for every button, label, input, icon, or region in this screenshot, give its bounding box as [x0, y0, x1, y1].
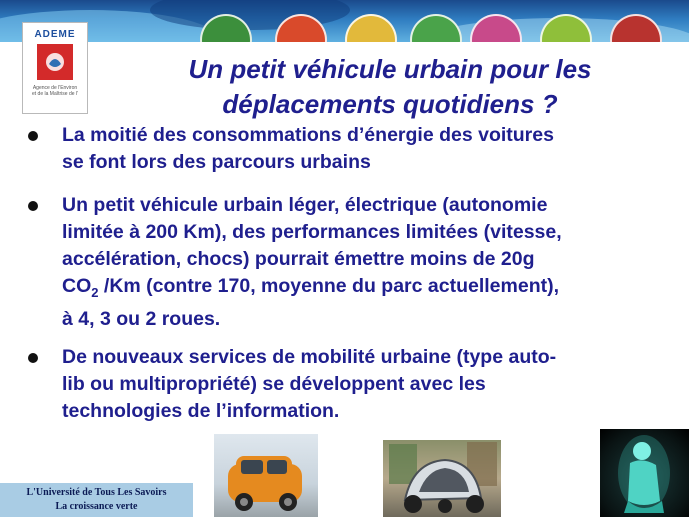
orange-car-photo [214, 434, 318, 517]
bullet-item: De nouveaux services de mobilité urbaine (type auto- lib ou multipropriété) se développent avec les technologies de l’information. [62, 346, 557, 422]
bullet-item: Un petit véhicule urbain léger, électrique (autonomie limitée à 200 Km), des performances limitées (vitesse, accélération, chocs) pourrait émettre moins de 20g $CO_2$ /Km (contre 170, moyenne du parc actuellement), à 4, 3 ou 2 roues. [62, 194, 562, 330]
bullet-dot-icon [28, 201, 38, 211]
logo-subtitle: Agence de l'Environ et de la Maîtrise de l' [32, 85, 78, 97]
bullet-item: La moitié des consommations d’énergie des voitures se font lors des parcours urbains [62, 124, 554, 173]
banner-circle [470, 14, 522, 42]
ademe-logo-icon [37, 44, 73, 80]
footer-box [0, 483, 193, 517]
banner-circle [410, 14, 462, 42]
slide-title: Un petit véhicule urbain pour les déplacements quotidiens ? [188, 54, 592, 119]
banner-circle [610, 14, 662, 42]
bullet-dot-icon [28, 353, 38, 363]
logo-name: ADEME [34, 29, 76, 40]
ademe-logo [22, 22, 88, 114]
three-wheeler-photo [383, 440, 501, 517]
banner-circle [345, 14, 397, 42]
footer-line: La croissance verte [55, 501, 138, 512]
footer-line: L'Université de Tous Les Savoirs [26, 487, 167, 498]
statue-photo [600, 429, 689, 517]
bullet-dot-icon [28, 131, 38, 141]
top-banner [0, 0, 689, 42]
